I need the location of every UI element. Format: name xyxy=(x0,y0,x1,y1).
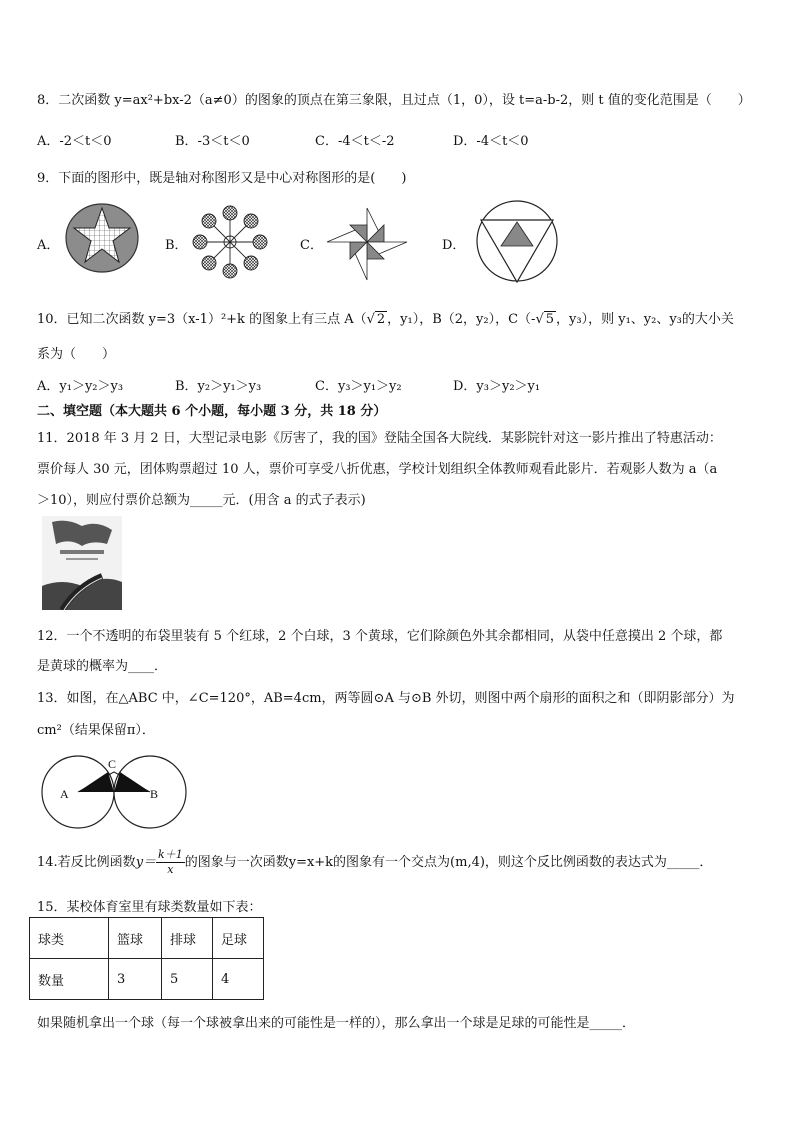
q14-pre: 14.若反比例函数 xyxy=(37,855,136,870)
q8-stem: 8．二次函数 y=ax²+bx-2（a≠0）的图象的顶点在第三象限，且过点（1，0），设 t=a-b-2，则 t 值的变化范围是（ ） xyxy=(37,93,751,108)
q14-y-eq: y＝ xyxy=(135,855,157,870)
table-cell: 4 xyxy=(213,959,264,1000)
sqrt-symbol: √ xyxy=(535,312,544,327)
q10-option-b: B．y₂＞y₁＞y₃ xyxy=(175,379,262,394)
table-cell: 篮球 xyxy=(109,918,162,959)
q12-line2: 是黄球的概率为____． xyxy=(37,659,168,674)
q14-post: 的图象与一次函数y=x+k的图象有一个交点为(m,4)，则这个反比例函数的表达式为_____． xyxy=(184,855,713,870)
q10-option-d: D．y₃＞y₂＞y₁ xyxy=(453,379,541,394)
movie-poster-image xyxy=(42,516,122,610)
q8-option-a: A．-2＜t＜0 xyxy=(37,134,112,149)
q9-label-c: C． xyxy=(300,238,323,253)
q10-stem-line2: 系为（ ） xyxy=(37,347,116,362)
q10-stem-part-b: ，y₁），B（2，y₂），C（- xyxy=(387,312,536,327)
table-cell: 数量 xyxy=(30,959,109,1000)
star-in-circle-figure xyxy=(64,200,144,280)
q8-option-b: B．-3＜t＜0 xyxy=(175,134,250,149)
q10-option-a: A．y₁＞y₂＞y₃ xyxy=(37,379,124,394)
section-heading: 二、填空题（本大题共 6 个小题，每小题 3 分，共 18 分） xyxy=(37,404,387,419)
q14-numerator: k＋1 xyxy=(158,848,183,861)
tangent-circles-figure xyxy=(40,750,190,832)
label-b: B xyxy=(150,787,159,801)
q9-label-d: D． xyxy=(442,238,466,253)
q11-line3: ＞10），则应付票价总额为_____元．(用含 a 的式子表示) xyxy=(37,493,366,508)
q14-denominator: x xyxy=(167,863,174,876)
table-cell: 5 xyxy=(162,959,213,1000)
q14-stem xyxy=(37,848,712,877)
table-cell: 排球 xyxy=(162,918,213,959)
circle-flower-figure xyxy=(190,205,270,280)
q13-line1: 13．如图，在△ABC 中，∠C=120°，AB=4cm，两等圆⊙A 与⊙B 外切，则图中两个扇形的面积之和（即阴影部分）为 xyxy=(37,691,735,706)
q14-fraction xyxy=(156,848,185,877)
label-c: C xyxy=(108,757,117,771)
table-cell: 球类 xyxy=(30,918,109,959)
q10-option-c: C．y₃＞y₁＞y₂ xyxy=(315,379,402,394)
ball-count-table xyxy=(29,917,264,1000)
q10-stem-part-a: 10．已知二次函数 y=3（x-1）²+k 的图象上有三点 A（ xyxy=(37,312,367,327)
table-row xyxy=(30,959,264,1000)
q8-option-d: D．-4＜t＜0 xyxy=(453,134,529,149)
label-a: A xyxy=(60,787,69,801)
table-cell: 3 xyxy=(109,959,162,1000)
table-header-row xyxy=(30,918,264,959)
q8-option-c: C．-4＜t＜-2 xyxy=(315,134,395,149)
table-cell: 足球 xyxy=(213,918,264,959)
q12-line1: 12．一个不透明的布袋里装有 5 个红球，2 个白球，3 个黄球，它们除颜色外其余都相同，从袋中任意摸出 2 个球，都 xyxy=(37,629,723,644)
q15-stem: 15．某校体育室里有球类数量如下表： xyxy=(37,900,262,915)
triangle-in-circle-figure xyxy=(473,198,563,284)
q10-stem xyxy=(37,308,734,327)
q10-stem-part-c: ，y₃），则 y₁、y₂、y₃的大小关 xyxy=(556,312,734,327)
q9-label-a: A． xyxy=(37,238,60,253)
q11-line2: 票价每人 30 元，团体购票超过 10 人，票价可享受八折优惠，学校计划组织全体教师观看此影片．若观影人数为 a（a xyxy=(37,462,718,477)
q10-sqrt2: 2 xyxy=(376,312,386,327)
q15-after: 如果随机拿出一个球（每一个球被拿出来的可能性是一样的），那么拿出一个球是足球的可能性是_____． xyxy=(37,1016,636,1031)
q13-line2: cm²（结果保留π）． xyxy=(37,723,155,738)
q11-line1: 11．2018 年 3 月 2 日，大型记录电影《厉害了，我的国》登陆全国各大院线．某影院针对这一影片推出了特惠活动： xyxy=(37,431,722,446)
q10-sqrt5: 5 xyxy=(545,312,555,327)
sqrt-symbol: √ xyxy=(366,312,375,327)
pinwheel-figure xyxy=(322,204,412,284)
q9-stem: 9．下面的图形中，既是轴对称图形又是中心对称图形的是( ) xyxy=(37,171,407,186)
q9-label-b: B． xyxy=(165,238,188,253)
